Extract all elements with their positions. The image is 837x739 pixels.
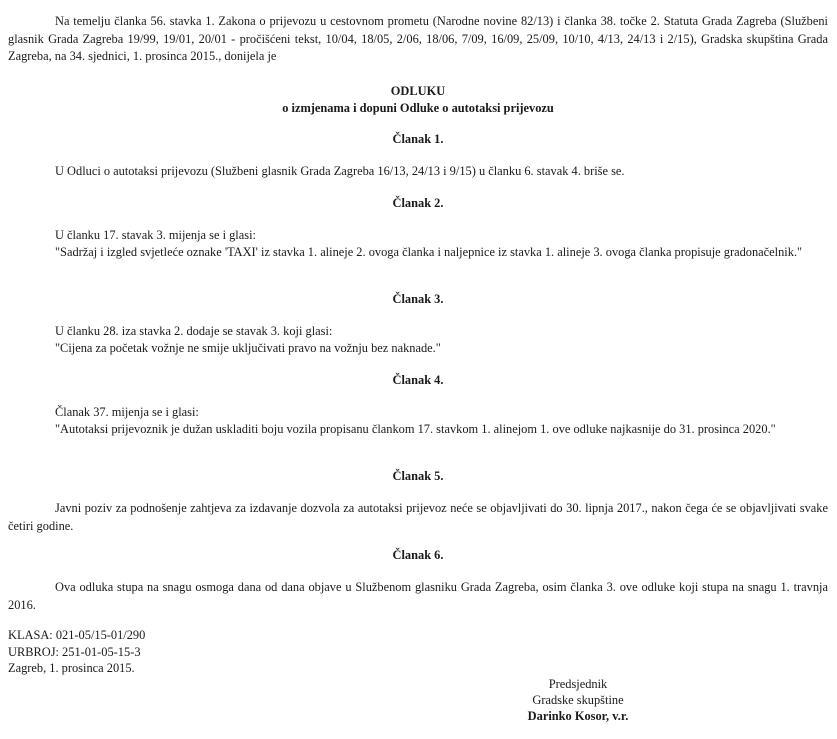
- signature-role: Predsjednik: [548, 677, 608, 691]
- article-6-heading: Članak 6.: [392, 548, 444, 562]
- article-2-heading: Članak 2.: [392, 196, 444, 210]
- article-5-text: Javni poziv za podnošenje zahtjeva za izdavanje dozvola za autotaksi prijevoz neće se objavljivati do 30. lipnja 2017., nakon čega će se objavljivati svake četiri godine.: [8, 501, 828, 533]
- place-date: Zagreb, 1. prosinca 2015.: [8, 661, 135, 675]
- article-1-heading: Članak 1.: [392, 132, 444, 146]
- article-1-text: U Odluci o autotaksi prijevozu (Službeni glasnik Grada Zagreba 16/13, 24/13 i 9/15) u članku 6. stavak 4. briše se.: [55, 164, 625, 178]
- article-2-quote: "Sadržaj i izgled svjetleće oznake 'TAXI' iz stavka 1. alineje 2. ovoga članka i naljepnice iz stavka 1. alineje 3. ovoga članka propisuje gradonačelnik.": [55, 245, 803, 259]
- article-4-intro: Članak 37. mijenja se i glasi:: [55, 405, 199, 419]
- signature-body: Gradske skupštine: [532, 693, 624, 707]
- article-5-heading: Članak 5.: [392, 469, 444, 483]
- article-2-intro: U članku 17. stavak 3. mijenja se i glasi:: [55, 228, 256, 242]
- signature-name: Darinko Kosor, v.r.: [527, 709, 629, 723]
- urbroj: URBROJ: 251-01-05-15-3: [8, 645, 141, 659]
- klasa: KLASA: 021-05/15-01/290: [8, 628, 146, 642]
- article-3-intro: U članku 28. iza stavka 2. dodaje se stavak 3. koji glasi:: [55, 324, 333, 338]
- article-3-heading: Članak 3.: [392, 292, 444, 306]
- document-title: ODLUKU: [390, 84, 446, 98]
- article-4-quote: "Autotaksi prijevoznik je dužan uskladiti boju vozila propisanu člankom 17. stavkom 1. alinejom 1. ove odluke najkasnije do 31. prosinca 2020.": [55, 422, 776, 436]
- article-4-heading: Članak 4.: [392, 373, 444, 387]
- article-3-quote: "Cijena za početak vožnje ne smije uključivati pravo na vožnju bez naknade.": [55, 341, 441, 355]
- preamble: Na temelju članka 56. stavka 1. Zakona o prijevozu u cestovnom prometu (Narodne novine 82/13) i članka 38. točke 2. Statuta Grada Zagreba (Službeni glasnik Grada Zagreba 19/99, 19/01, 20/01 - pročišćeni tekst, 10/04, 18/05, 2/06, 18/06, 7/09, 16/09, 25/09, 10/10, 4/13, 24/13 i 2/15), Gradska skupština Grada Zagreba, na 34. sjednici, 1. prosinca 2015., donijela je: [8, 14, 828, 63]
- article-6-text: Ova odluka stupa na snagu osmoga dana od dana objave u Službenom glasniku Grada Zagreba, osim članka 3. ove odluke koji stupa na snagu 1. travnja 2016.: [8, 580, 828, 612]
- document-subtitle: o izmjenama i dopuni Odluke o autotaksi prijevozu: [282, 101, 554, 115]
